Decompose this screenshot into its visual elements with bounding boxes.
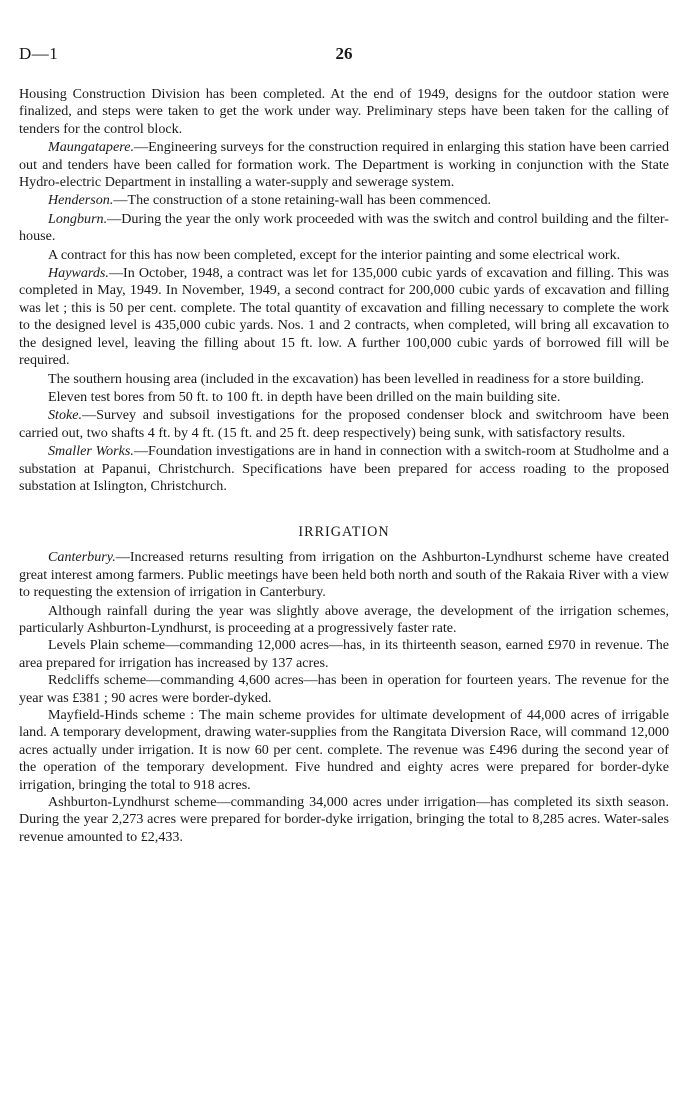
longburn-paragraph — [19, 211, 669, 246]
haywards-bores-paragraph: Eleven test bores from 50 ft. to 100 ft. in depth have been drilled on the main building site. — [48, 388, 561, 405]
canterbury-paragraph — [19, 549, 669, 601]
paragraph-text: —During the year the only work proceeded with was the switch and control building and the filter-house. — [19, 210, 669, 245]
henderson-paragraph — [19, 192, 669, 209]
continuation-paragraph: Housing Construction Division has been completed. At the end of 1949, designs for the outdoor station were finalized, and steps were taken to get the work under way. Preliminary steps have been taken for the calling of tenders for the control block. — [19, 86, 669, 137]
place-name: Henderson. — [48, 192, 114, 209]
paragraph-text: —The construction of a stone retaining-wall has been commenced. — [113, 192, 492, 209]
section-spacer — [19, 496, 669, 524]
stoke-paragraph — [19, 407, 669, 442]
place-name: Canterbury. — [48, 549, 116, 566]
place-name: Stoke. — [48, 407, 83, 424]
place-name: Maungatapere. — [48, 139, 134, 156]
mayfield-hinds-paragraph: Mayfield-Hinds scheme : The main scheme provides for ultimate development of 44,000 acres of irrigable land. A temporary development, drawing water-supplies from the Rangitata Diversion Race, will command 12,000 acres actually under irrigation. It is now 60 per cent. complete. The revenue was £496 during the second year of the operation of the temporary development. Five hundred and eighty acres were prepared for border-dyke irrigation, bringing the total to 918 acres. — [19, 707, 669, 793]
rainfall-paragraph: Although rainfall during the year was slightly above average, the development of the irrigation schemes, particularly Ashburton-Lyndhurst, is proceeding at a progressively faster rate. — [19, 602, 669, 636]
paragraph-text: —Survey and subsoil investigations for the proposed condenser block and switchroom have been carried out, two shafts 4 ft. by 4 ft. (15 ft. and 25 ft. deep respectively) being sunk, with satisfactory results. — [19, 407, 669, 441]
maungatapere-paragraph — [19, 139, 669, 191]
paragraph-text: —In October, 1948, a contract was let for 135,000 cubic yards of excavation and filling. This was completed in May, 1949. In November, 1949, a second contract for 200,000 cubic yards of excavation and filling was let ; this is 50 per cent. complete. The total quantity of excavation and filling necessary to complete the work to the designed level is 435,000 cubic yards. Nos. 1 and 2 contracts, when completed, will bring all excavation to the designed level, leaving the filling about 15 ft. low. A further 100,000 cubic yards of borrowed fill will be required. — [19, 265, 669, 369]
place-name: Longburn. — [48, 210, 108, 227]
paragraph-text: —Foundation investigations are in hand in connection with a switch-room at Studholme and a substation at Papanui, Christchurch. Specifications have been prepared for access roading to the proposed substation at Islington, Christchurch. — [19, 443, 669, 494]
ashburton-lyndhurst-paragraph: Ashburton-Lyndhurst scheme—commanding 34,000 acres under irrigation—has completed its sixth season. During the year 2,273 acres were prepared for border-dyke irrigation, bringing the total to 8,285 acres. Water-sales revenue amounted to £2,433. — [19, 794, 669, 845]
place-name: Smaller Works. — [48, 443, 134, 460]
page-number: 26 — [335, 44, 353, 63]
haywards-housing-paragraph: The southern housing area (included in the excavation) has been levelled in readiness for a store building. — [48, 370, 645, 387]
longburn-contract-paragraph: A contract for this has now been completed, except for the interior painting and some electrical work. — [48, 246, 621, 263]
paragraph-text: —Increased returns resulting from irrigation on the Ashburton-Lyndhurst scheme have created great interest among farmers. Public meetings have been held both north and south of the Rakaia River with a view to requesting the extension of irrigation in Canterbury. — [19, 549, 669, 601]
place-name: Haywards. — [48, 265, 109, 282]
smaller-works-paragraph — [19, 443, 669, 495]
haywards-paragraph — [19, 265, 669, 369]
irrigation-section — [19, 549, 669, 846]
levels-plain-paragraph: Levels Plain scheme—commanding 12,000 acres—has, in its thirteenth season, earned £970 in revenue. The area prepared for irrigation has increased by 137 acres. — [19, 637, 669, 671]
document-reference: D—1 — [19, 44, 59, 63]
section-heading-irrigation: IRRIGATION — [298, 524, 390, 541]
document-page — [19, 0, 669, 846]
redcliffs-paragraph: Redcliffs scheme—commanding 4,600 acres—has been in operation for fourteen years. The revenue for the year was £381 ; 90 acres were border-dyked. — [19, 672, 669, 706]
paragraph-text: —Engineering surveys for the construction required in enlarging this station have been carried out and tenders have been called for formation work. The Department is working in conjunction with the State Hydro-electric Department in installing a water-supply and sewerage system. — [19, 139, 669, 191]
page-header — [19, 0, 669, 86]
power-works-section — [19, 86, 669, 495]
